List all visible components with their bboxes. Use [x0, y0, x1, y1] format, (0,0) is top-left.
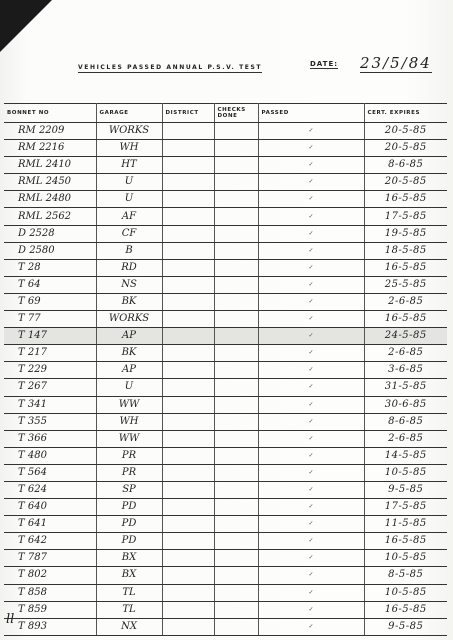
garage-cell: BX [96, 567, 162, 584]
cert-expires-cell: 18-5-85 [364, 242, 447, 259]
garage-cell: U [96, 191, 162, 208]
cert-expires-cell: 19-5-85 [364, 225, 447, 242]
bonnet-number-cell: T 217 [4, 345, 96, 362]
table-row [4, 242, 447, 259]
passed-cell: ✓ [258, 567, 364, 584]
checks-done-cell [214, 157, 258, 174]
passed-cell: ✓ [258, 174, 364, 191]
table-row [4, 328, 447, 345]
cert-expires-cell: 9-5-85 [364, 481, 447, 498]
cert-expires-cell: 17-5-85 [364, 499, 447, 516]
passed-cell: ✓ [258, 481, 364, 498]
checks-done-cell [214, 259, 258, 276]
bonnet-number-cell: T 267 [4, 379, 96, 396]
garage-cell: PR [96, 464, 162, 481]
district-cell [162, 533, 214, 550]
bonnet-number-cell: RML 2410 [4, 157, 96, 174]
checks-done-cell [214, 174, 258, 191]
checks-done-cell [214, 293, 258, 310]
garage-cell: WORKS [96, 311, 162, 328]
district-cell [162, 208, 214, 225]
checks-done-cell [214, 191, 258, 208]
table-header-row [4, 104, 447, 123]
cert-expires-cell: 8-6-85 [364, 413, 447, 430]
checks-done-cell [214, 464, 258, 481]
checks-done-cell [214, 242, 258, 259]
column-header-cert: CERT. EXPIRES [364, 104, 447, 123]
cert-expires-cell: 3-6-85 [364, 362, 447, 379]
passed-cell: ✓ [258, 601, 364, 618]
table-row [4, 157, 447, 174]
checks-done-cell [214, 516, 258, 533]
bonnet-number-cell: T 69 [4, 293, 96, 310]
bonnet-number-cell: T 624 [4, 481, 96, 498]
district-cell [162, 447, 214, 464]
bonnet-number-cell: T 480 [4, 447, 96, 464]
passed-cell: ✓ [258, 550, 364, 567]
bonnet-number-cell: T 787 [4, 550, 96, 567]
cert-expires-cell: 14-5-85 [364, 447, 447, 464]
passed-cell: ✓ [258, 140, 364, 157]
bonnet-number-cell: T 859 [4, 601, 96, 618]
cert-expires-cell: 24-5-85 [364, 328, 447, 345]
checks-done-cell [214, 618, 258, 635]
district-cell [162, 328, 214, 345]
garage-cell: CF [96, 225, 162, 242]
district-cell [162, 140, 214, 157]
cert-expires-cell: 10-5-85 [364, 550, 447, 567]
cert-expires-cell: 16-5-85 [364, 601, 447, 618]
district-cell [162, 396, 214, 413]
passed-cell: ✓ [258, 447, 364, 464]
column-header-district: DISTRICT [162, 104, 214, 123]
table-row [4, 208, 447, 225]
cert-expires-cell: 30-6-85 [364, 396, 447, 413]
bonnet-number-cell: T 641 [4, 516, 96, 533]
passed-cell: ✓ [258, 413, 364, 430]
checks-done-cell [214, 499, 258, 516]
bonnet-number-cell: T 341 [4, 396, 96, 413]
garage-cell: WW [96, 430, 162, 447]
checks-done-cell [214, 447, 258, 464]
cert-expires-cell: 31-5-85 [364, 379, 447, 396]
cert-expires-cell: 10-5-85 [364, 464, 447, 481]
bonnet-number-cell: T 564 [4, 464, 96, 481]
passed-cell: ✓ [258, 328, 364, 345]
cert-expires-cell: 16-5-85 [364, 259, 447, 276]
table-row [4, 447, 447, 464]
cert-expires-cell: 17-5-85 [364, 208, 447, 225]
checks-done-cell [214, 225, 258, 242]
table-row [4, 191, 447, 208]
passed-cell: ✓ [258, 293, 364, 310]
bonnet-number-cell: T 229 [4, 362, 96, 379]
garage-cell: WH [96, 413, 162, 430]
bonnet-number-cell: T 642 [4, 533, 96, 550]
district-cell [162, 174, 214, 191]
checks-done-cell [214, 550, 258, 567]
cert-expires-cell: 20-5-85 [364, 174, 447, 191]
passed-cell: ✓ [258, 499, 364, 516]
district-cell [162, 345, 214, 362]
checks-done-cell [214, 584, 258, 601]
district-cell [162, 276, 214, 293]
table-body [4, 123, 447, 636]
cert-expires-cell: 25-5-85 [364, 276, 447, 293]
cert-expires-cell: 8-6-85 [364, 157, 447, 174]
district-cell [162, 601, 214, 618]
bonnet-number-cell: T 858 [4, 584, 96, 601]
district-cell [162, 481, 214, 498]
garage-cell: AF [96, 208, 162, 225]
garage-cell: NX [96, 618, 162, 635]
garage-cell: AP [96, 362, 162, 379]
table-row [4, 481, 447, 498]
table-row [4, 362, 447, 379]
checks-done-cell [214, 533, 258, 550]
column-header-garage: GARAGE [96, 104, 162, 123]
district-cell [162, 123, 214, 140]
district-cell [162, 567, 214, 584]
district-cell [162, 584, 214, 601]
garage-cell: PD [96, 499, 162, 516]
table-row [4, 430, 447, 447]
district-cell [162, 225, 214, 242]
garage-cell: BK [96, 293, 162, 310]
passed-cell: ✓ [258, 123, 364, 140]
bonnet-number-cell: T 366 [4, 430, 96, 447]
table-row [4, 601, 447, 618]
column-header-checks: CHECKS DONE [214, 104, 258, 123]
bonnet-number-cell: T 147 [4, 328, 96, 345]
table-row [4, 550, 447, 567]
bonnet-number-cell: T 28 [4, 259, 96, 276]
passed-cell: ✓ [258, 464, 364, 481]
passed-cell: ✓ [258, 379, 364, 396]
passed-cell: ✓ [258, 259, 364, 276]
table-row [4, 499, 447, 516]
district-cell [162, 618, 214, 635]
table-row [4, 516, 447, 533]
checks-done-cell [214, 311, 258, 328]
garage-cell: BK [96, 345, 162, 362]
table-row [4, 174, 447, 191]
checks-done-cell [214, 481, 258, 498]
passed-cell: ✓ [258, 242, 364, 259]
table-row [4, 567, 447, 584]
garage-cell: PD [96, 516, 162, 533]
passed-cell: ✓ [258, 276, 364, 293]
sheet-title: VEHICLES PASSED ANNUAL P.S.V. TEST [78, 64, 263, 71]
passed-cell: ✓ [258, 191, 364, 208]
table-row [4, 396, 447, 413]
cert-expires-cell: 20-5-85 [364, 140, 447, 157]
garage-cell: WH [96, 140, 162, 157]
district-cell [162, 413, 214, 430]
table-row [4, 618, 447, 635]
garage-cell: BX [96, 550, 162, 567]
cert-expires-cell: 16-5-85 [364, 191, 447, 208]
district-cell [162, 379, 214, 396]
checks-done-cell [214, 413, 258, 430]
table-row [4, 293, 447, 310]
table-row [4, 123, 447, 140]
column-header-bonnet: BONNET NO [4, 104, 96, 123]
bonnet-number-cell: T 64 [4, 276, 96, 293]
checks-done-cell [214, 328, 258, 345]
table-row [4, 345, 447, 362]
passed-cell: ✓ [258, 618, 364, 635]
district-cell [162, 516, 214, 533]
bonnet-number-cell: RM 2216 [4, 140, 96, 157]
garage-cell: RD [96, 259, 162, 276]
district-cell [162, 362, 214, 379]
passed-cell: ✓ [258, 362, 364, 379]
bonnet-number-cell: T 802 [4, 567, 96, 584]
table-row [4, 140, 447, 157]
date-label: DATE: [310, 60, 339, 68]
table-row [4, 379, 447, 396]
district-cell [162, 464, 214, 481]
vehicle-ledger-table [4, 103, 447, 636]
cert-expires-cell: 16-5-85 [364, 311, 447, 328]
table-row [4, 413, 447, 430]
table-row [4, 464, 447, 481]
checks-done-cell [214, 362, 258, 379]
column-header-passed: PASSED [258, 104, 364, 123]
passed-cell: ✓ [258, 396, 364, 413]
bonnet-number-cell: T 355 [4, 413, 96, 430]
bonnet-number-cell: RML 2562 [4, 208, 96, 225]
bonnet-number-cell: RML 2480 [4, 191, 96, 208]
passed-cell: ✓ [258, 533, 364, 550]
passed-cell: ✓ [258, 584, 364, 601]
table-row [4, 276, 447, 293]
garage-cell: WW [96, 396, 162, 413]
district-cell [162, 259, 214, 276]
cert-expires-cell: 11-5-85 [364, 516, 447, 533]
passed-cell: ✓ [258, 157, 364, 174]
garage-cell: HT [96, 157, 162, 174]
passed-cell: ✓ [258, 225, 364, 242]
passed-cell: ✓ [258, 208, 364, 225]
passed-cell: ✓ [258, 345, 364, 362]
garage-cell: NS [96, 276, 162, 293]
cert-expires-cell: 2-6-85 [364, 430, 447, 447]
checks-done-cell [214, 396, 258, 413]
cert-expires-cell: 16-5-85 [364, 533, 447, 550]
bonnet-number-cell: T 640 [4, 499, 96, 516]
folded-corner [0, 0, 52, 52]
bonnet-number-cell: RM 2209 [4, 123, 96, 140]
cert-expires-cell: 2-6-85 [364, 293, 447, 310]
table-row [4, 225, 447, 242]
district-cell [162, 191, 214, 208]
checks-done-cell [214, 379, 258, 396]
garage-cell: PR [96, 447, 162, 464]
district-cell [162, 550, 214, 567]
bonnet-number-cell: T 893 [4, 618, 96, 635]
margin-mark: ll [6, 612, 15, 627]
passed-cell: ✓ [258, 430, 364, 447]
district-cell [162, 430, 214, 447]
table-row [4, 259, 447, 276]
garage-cell: PD [96, 533, 162, 550]
passed-cell: ✓ [258, 311, 364, 328]
checks-done-cell [214, 430, 258, 447]
district-cell [162, 293, 214, 310]
garage-cell: WORKS [96, 123, 162, 140]
bonnet-number-cell: D 2528 [4, 225, 96, 242]
cert-expires-cell: 10-5-85 [364, 584, 447, 601]
garage-cell: U [96, 379, 162, 396]
checks-done-cell [214, 140, 258, 157]
checks-done-cell [214, 276, 258, 293]
table-row [4, 584, 447, 601]
bonnet-number-cell: T 77 [4, 311, 96, 328]
district-cell [162, 311, 214, 328]
cert-expires-cell: 8-5-85 [364, 567, 447, 584]
checks-done-cell [214, 345, 258, 362]
checks-done-cell [214, 567, 258, 584]
checks-done-cell [214, 208, 258, 225]
cert-expires-cell: 20-5-85 [364, 123, 447, 140]
garage-cell: U [96, 174, 162, 191]
date-value: 23/5/84 [360, 54, 432, 72]
district-cell [162, 157, 214, 174]
checks-done-cell [214, 601, 258, 618]
bonnet-number-cell: RML 2450 [4, 174, 96, 191]
garage-cell: SP [96, 481, 162, 498]
garage-cell: TL [96, 601, 162, 618]
bonnet-number-cell: D 2580 [4, 242, 96, 259]
cert-expires-cell: 9-5-85 [364, 618, 447, 635]
checks-done-cell [214, 123, 258, 140]
cert-expires-cell: 2-6-85 [364, 345, 447, 362]
garage-cell: AP [96, 328, 162, 345]
district-cell [162, 499, 214, 516]
table-row [4, 311, 447, 328]
table-row [4, 533, 447, 550]
district-cell [162, 242, 214, 259]
garage-cell: B [96, 242, 162, 259]
passed-cell: ✓ [258, 516, 364, 533]
garage-cell: TL [96, 584, 162, 601]
